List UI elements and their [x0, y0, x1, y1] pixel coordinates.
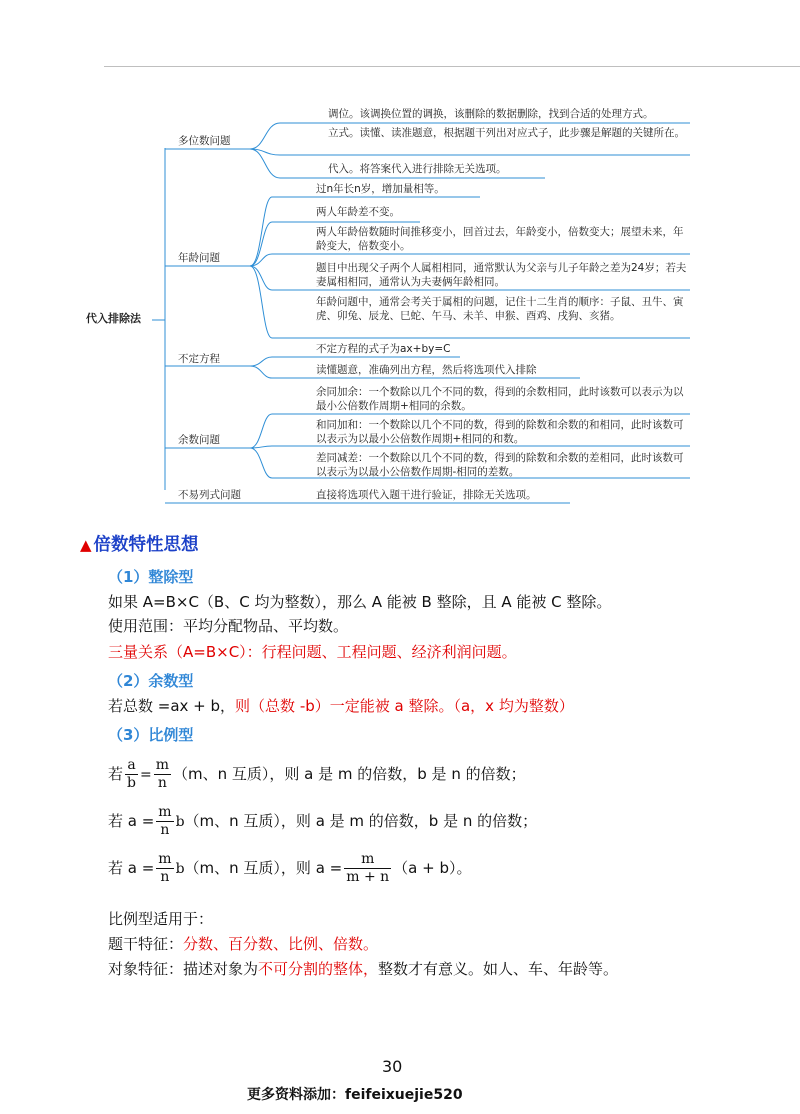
text-span: 题干特征： [108, 935, 184, 953]
subheading-remainder: （2）余数型 [108, 672, 194, 690]
text-span: （m、n 互质），则 a 是 m 的倍数，b 是 n 的倍数； [184, 812, 538, 830]
text-line: 比例型适用于： [108, 910, 214, 928]
equals-sign: = [139, 767, 152, 783]
text-span-highlight: 则（总数 -b）一定能被 a 整除。（a，x 均为整数） [235, 697, 574, 715]
text-span-highlight: 不可分割的整体， [258, 960, 379, 978]
fraction [154, 757, 171, 792]
fraction [125, 757, 138, 792]
subheading-ratio: （3）比例型 [108, 726, 194, 744]
leaf-text: 两人年龄倍数随时间推移变小，回首过去，年龄变小，倍数变大；展望未来，年龄变大，倍数变小。 [316, 226, 684, 252]
leaf-text: 题目中出现父子两个人属相相同，通常默认为父亲与儿子年龄之差为24岁；若夫妻属相相同，通常认为夫妻俩年龄相同。 [316, 262, 687, 288]
leaf-text: 和同加和：一个数除以几个不同的数，得到的除数和余数的和相同，此时该数可以表示为以最小公倍数作周期+相同的和数。 [316, 419, 684, 445]
fraction [156, 804, 173, 839]
fraction [156, 851, 173, 886]
branch-indeterminate-equation: 不定方程 [178, 353, 220, 365]
fraction [344, 851, 391, 886]
text-span: 整数才有意义。如人、车、年龄等。 [378, 960, 619, 978]
fraction-numerator: m [344, 851, 391, 869]
leaf-text: 读懂题意，准确列出方程，然后将选项代入排除 [316, 364, 537, 376]
triangle-icon: ▲ [80, 536, 92, 554]
fraction-numerator: a [125, 757, 138, 775]
variable-b: b [175, 814, 185, 830]
leaf-text: 年龄问题中，通常会考关于属相的问题，记住十二生肖的顺序：子鼠、丑牛、寅虎、卯兔、辰龙、巳蛇、午马、未羊、申猴、酉鸡、戌狗、亥猪。 [316, 296, 684, 322]
text-line [108, 695, 574, 716]
branch-multi-digit: 多位数问题 [178, 135, 231, 147]
leaf-text: 不定方程的式子为ax+by=C [316, 343, 451, 355]
leaf-text: 过n年长n岁，增加量相等。 [316, 183, 445, 195]
text-span: （a + b）。 [393, 859, 472, 877]
text-span: （m、n 互质），则 a = [184, 859, 343, 877]
text-span: 若 a = [108, 859, 155, 877]
section-title-text: 倍数特性思想 [93, 535, 199, 555]
fraction-denominator: b [127, 775, 136, 791]
formula-line-1 [108, 757, 526, 792]
fraction-numerator: m [158, 804, 172, 820]
page-number: 30 [382, 1057, 403, 1076]
leaf-text: 余同加余：一个数除以几个不同的数，得到的余数相同，此时该数可以表示为以最小公倍数作周期+相同的余数。 [316, 386, 684, 412]
text-line: 如果 A=B×C（B、C 均为整数），那么 A 能被 B 整除，且 A 能被 C 整除。 [108, 593, 612, 611]
branch-remainder: 余数问题 [178, 434, 220, 446]
text-span: 对象特征：描述对象为 [108, 960, 259, 978]
text-span: （m、n 互质），则 a 是 m 的倍数，b 是 n 的倍数； [173, 765, 526, 783]
fraction-denominator: n [157, 775, 167, 791]
leaf-text: 直接将选项代入题干进行验证，排除无关选项。 [316, 489, 537, 501]
leaf-text: 两人年龄差不变。 [316, 206, 400, 218]
fraction-numerator: m [155, 757, 169, 773]
fraction-numerator: m [158, 851, 172, 867]
footer-text: 更多资料添加：feifeixuejie520 [247, 1087, 463, 1103]
mindmap-root: 代入排除法 [86, 312, 141, 325]
text-span: 若总数 =ax + b， [108, 697, 236, 715]
fraction-denominator: n [160, 869, 170, 885]
fraction-denominator: m + n [346, 869, 390, 885]
formula-line-2 [108, 804, 537, 839]
subheading-divisible: （1）整除型 [108, 568, 194, 586]
leaf-text: 差同减差：一个数除以几个不同的数，得到的除数和余数的差相同，此时该数可以表示为以最小公倍数作周期-相同的差数。 [316, 452, 684, 478]
text-line [108, 958, 618, 979]
section-title [80, 531, 199, 556]
fraction-denominator: n [160, 822, 170, 838]
text-line: 使用范围：平均分配物品、平均数。 [108, 617, 349, 635]
text-span: 若 a = [108, 812, 155, 830]
formula-line-3 [108, 851, 472, 886]
text-span-highlight: 分数、百分数、比例、倍数。 [183, 935, 379, 953]
leaf-text: 代入。将答案代入进行排除无关选项。 [328, 163, 507, 175]
branch-hard-to-formulate: 不易列式问题 [178, 489, 241, 501]
variable-b: b [175, 861, 185, 877]
text-span: 若 [108, 765, 124, 783]
text-line [108, 933, 378, 954]
leaf-text: 立式。读懂、读准题意，根据题干列出对应式子，此步骤是解题的关键所在。 [328, 127, 685, 139]
leaf-text: 调位。该调换位置的调换，该删除的数据删除，找到合适的处理方式。 [328, 108, 654, 120]
branch-age: 年龄问题 [178, 252, 220, 264]
text-line-highlight: 三量关系（A=B×C）：行程问题、工程问题、经济利润问题。 [108, 643, 517, 661]
